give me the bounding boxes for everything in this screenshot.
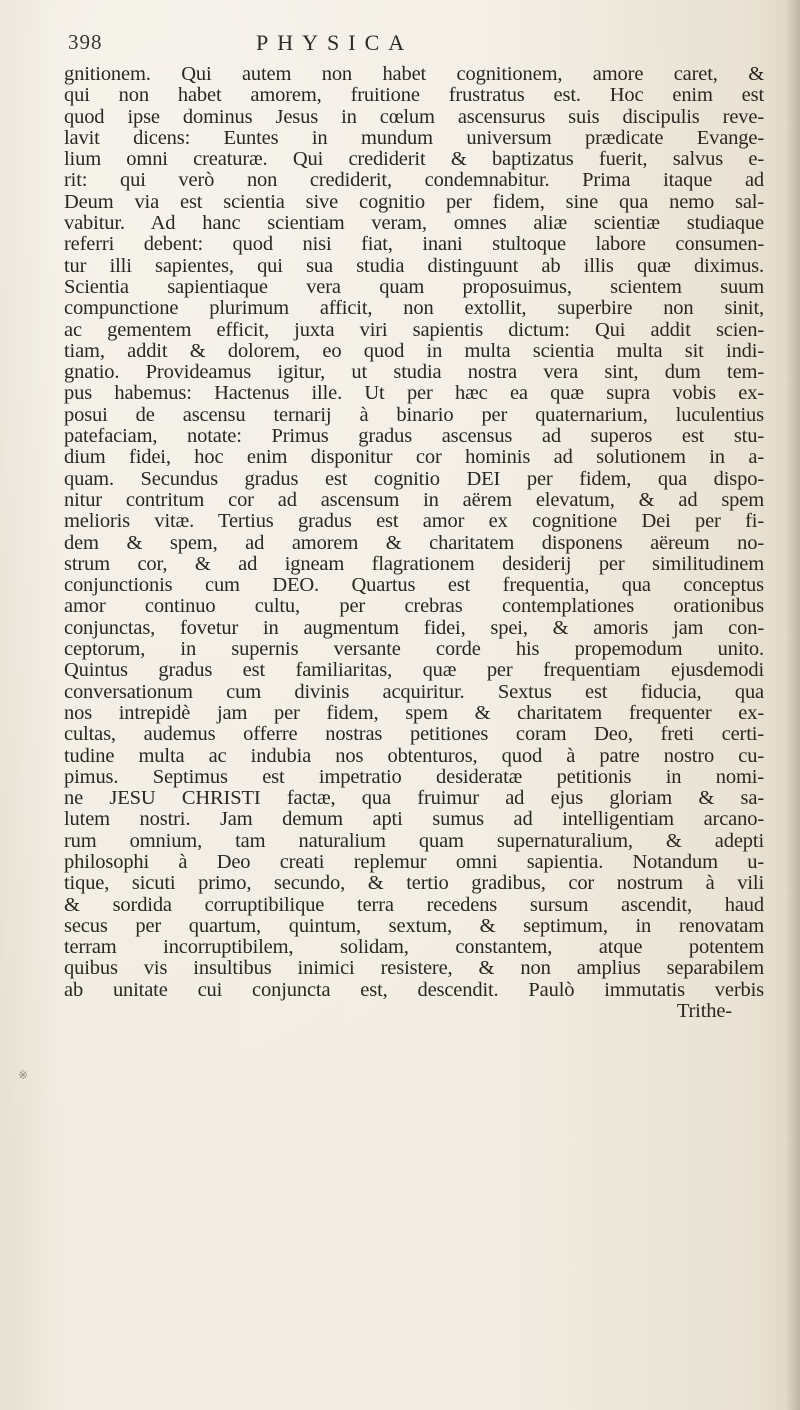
text-line: melioris vitæ. Tertius gradus est amor ex cognitione Dei per fi- — [64, 510, 764, 533]
body-text — [64, 64, 764, 1022]
text-line: compunctione plurimum afficit, non extollit, superbire non sinit, — [64, 297, 764, 320]
page-header — [68, 30, 758, 62]
text-line: terram incorruptibilem, solidam, constantem, atque potentem — [64, 936, 764, 959]
margin-smudge-icon: ※ — [18, 1068, 29, 1082]
catchword: Trithe- — [676, 1000, 732, 1023]
text-line: Deum via est scientia sive cognitio per fidem, sine qua nemo sal- — [64, 190, 764, 213]
text-line: lavit dicens: Euntes in mundum universum prædicate Evange- — [64, 126, 764, 149]
text-line: tique, sicuti primo, secundo, & tertio gradibus, cor nostrum à vili — [64, 872, 764, 895]
text-line: tudine multa ac indubia nos obtenturos, quod à patre nostro cu- — [64, 744, 764, 767]
text-line: amor continuo cultu, per crebras contemplationes orationibus — [64, 595, 764, 618]
text-line: tiam, addit & dolorem, eo quod in multa scientia multa sit indi- — [64, 339, 764, 362]
text-line: rit: qui verò non crediderit, condemnabitur. Prima itaque ad — [64, 169, 764, 192]
text-line: quam. Secundus gradus est cognitio DEI per fidem, qua dispo- — [64, 467, 764, 490]
text-line: pimus. Septimus est impetratio desideratæ petitionis in nomi- — [64, 765, 764, 788]
text-line: conjunctas, fovetur in augmentum fidei, spei, & amoris jam con- — [64, 616, 764, 639]
text-line: gnitionem. Qui autem non habet cognitionem, amore caret, & — [64, 63, 764, 85]
page-number: 398 — [68, 30, 103, 54]
text-line: qui non habet amorem, fruitione frustratus est. Hoc enim est — [64, 84, 764, 107]
text-line: nitur contritum cor ad ascensum in aërem elevatum, & ad spem — [64, 488, 764, 511]
text-line: dem & spem, ad amorem & charitatem disponens aëreum no- — [64, 531, 764, 554]
text-line: quibus vis insultibus inimici resistere, & non amplius separabilem — [64, 957, 764, 980]
text-line: dium fidei, hoc enim disponitur cor hominis ad solutionem in a- — [64, 446, 764, 469]
text-line: Scientia sapientiaque vera quam proposuimus, scientem suum — [64, 275, 764, 298]
text-line: conversationum cum divinis acquiritur. Sextus est fiducia, qua — [64, 680, 764, 703]
text-line: referri debent: quod nisi fiat, inani stultoque labore consumen- — [64, 233, 764, 256]
text-line: vabitur. Ad hanc scientiam veram, omnes aliæ scientiæ studiaque — [64, 212, 764, 235]
text-line: cultas, audemus offerre nostras petitiones coram Deo, freti certi- — [64, 723, 764, 746]
text-line: secus per quartum, quintum, sextum, & septimum, in renovatam — [64, 914, 764, 937]
text-line: pus habemus: Hactenus ille. Ut per hæc ea quæ supra vobis ex- — [64, 382, 764, 405]
text-line: ab unitate cui conjuncta est, descendit. Paulò immutatis verbis — [64, 978, 764, 1001]
text-line: tur illi sapientes, qui sua studia distinguunt ab illis quæ diximus. — [64, 254, 764, 277]
running-head: PHYSICA — [256, 30, 414, 55]
text-line: & sordida corruptibilique terra recedens sursum ascendit, haud — [64, 893, 764, 916]
text-line: gnatio. Provideamus igitur, ut studia nostra vera sint, dum tem- — [64, 361, 764, 384]
text-line: conjunctionis cum DEO. Quartus est frequentia, qua conceptus — [64, 574, 764, 597]
text-line: philosophi à Deo creati replemur omni sapientia. Notandum u- — [64, 850, 764, 873]
text-line: nos intrepidè jam per fidem, spem & charitatem frequenter ex- — [64, 701, 764, 724]
text-line: strum cor, & ad igneam flagrationem desiderij per similitudinem — [64, 552, 764, 575]
page-edge-shadow — [786, 0, 800, 1410]
text-line: ceptorum, in supernis versante corde his propemodum unito. — [64, 638, 764, 661]
text-line: ne JESU CHRISTI factæ, qua fruimur ad ejus gloriam & sa- — [64, 787, 764, 810]
text-line: patefaciam, notate: Primus gradus ascensus ad superos est stu- — [64, 425, 764, 448]
text-line: Quintus gradus est familiaritas, quæ per frequentiam ejusdemodi — [64, 659, 764, 682]
text-line: lutem nostri. Jam demum apti sumus ad intelligentiam arcano- — [64, 808, 764, 831]
text-line: rum omnium, tam naturalium quam supernaturalium, & adepti — [64, 829, 764, 852]
text-line: posui de ascensu ternarij à binario per quaternarium, luculentius — [64, 403, 764, 426]
text-line: ac gementem efficit, juxta viri sapientis dictum: Qui addit scien- — [64, 318, 764, 341]
text-line: quod ipse dominus Jesus in cœlum ascensurus suis discipulis reve- — [64, 105, 764, 128]
text-line: lium omni creaturæ. Qui crediderit & baptizatus fuerit, salvus e- — [64, 148, 764, 171]
